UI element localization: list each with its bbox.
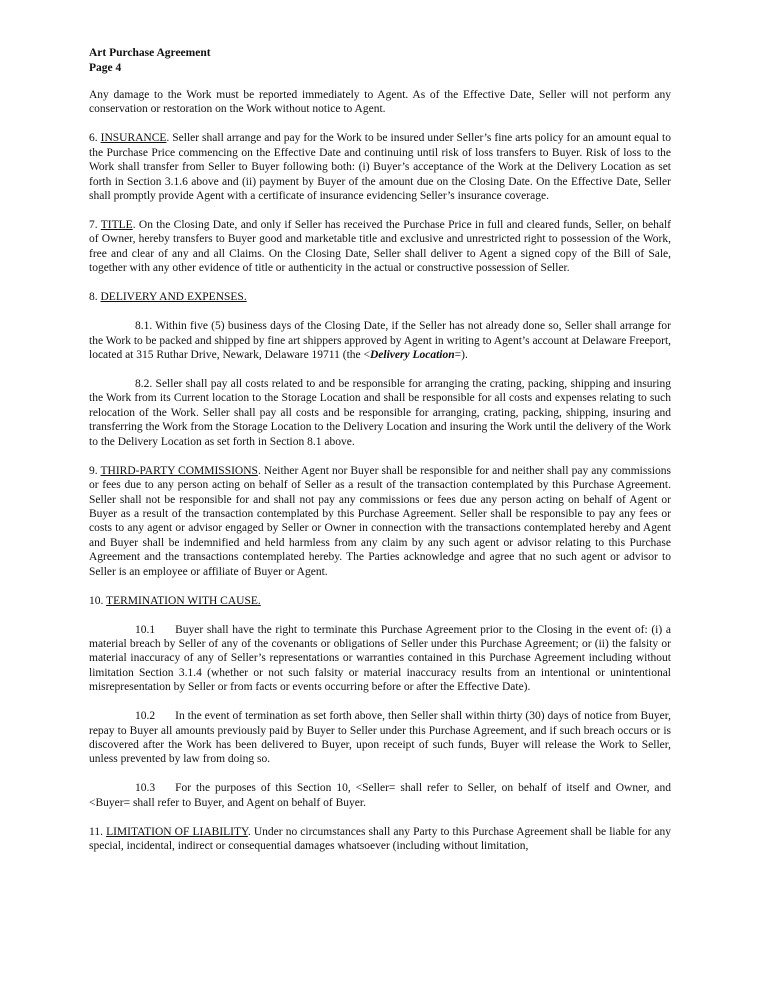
- subsection-number: 10.1: [135, 623, 156, 636]
- section-7-title: [89, 218, 671, 276]
- section-text: . Seller shall arrange and pay for the Work to be insured under Seller’s fine arts policy for an amount equal to the Purchase Price commencing on the Effective Date and continuing until risk of loss transfers to Buyer. Risk of loss to the Work shall transfer from Seller to Buyer following both: (i) Buyer’s acceptance of the Work at the Delivery Location as set forth in Section 3.1.6 above and (ii) payment by Buyer of the amount due on the Closing Date. On the Effective Date, Seller shall promptly provide Agent with a certificate of insurance evidencing Seller’s insurance coverage.: [89, 132, 672, 203]
- section-number: 6.: [89, 132, 98, 145]
- section-6-insurance: [89, 131, 671, 203]
- section-heading: TITLE: [100, 219, 133, 232]
- section-heading: THIRD-PARTY COMMISSIONS: [100, 464, 258, 477]
- section-10-heading: [89, 594, 671, 608]
- section-number: 9.: [89, 464, 98, 477]
- section-9-commissions: [89, 464, 671, 579]
- section-10-1: [89, 623, 671, 695]
- section-8-2: 8.2. Seller shall pay all costs related to and be responsible for arranging the crating, packing, shipping and insuring the Work from its Current location to the Storage Location and shall be responsible for all costs and expenses relating to such relocation of the Work. Seller shall pay all costs and be responsible for arranging, crating, packing, shipping, insuring and transferring the Work from the Storage Location to the Delivery Location and insuring the Work until the delivery of the Work to the Delivery Location as set forth in Section 8.1 above.: [89, 378, 671, 448]
- section-number: 10.: [89, 594, 104, 607]
- subsection-number: 10.3: [135, 782, 156, 795]
- subsection-number: 10.2: [135, 710, 156, 723]
- section-8-1: [89, 319, 671, 362]
- section-heading: INSURANCE: [100, 132, 167, 145]
- section-text: In the event of termination as set forth above, then Seller shall within thirty (30) days of notice from Buyer, repay to Buyer all amounts previously paid by Buyer to Seller under this Purchase Agreement, and if such breach occurs or is discovered after the Work has been delivered to Buyer, upon receipt of such funds, Buyer will release the Work to Seller, unless prevented by law from doing so.: [89, 710, 671, 766]
- section-10-3: [89, 781, 671, 810]
- section-text: . Neither Agent nor Buyer shall be responsible for and neither shall pay any commissions or fees due to any person acting on behalf of Seller as a result of the transaction contemplated by this Purchase Agreement. Seller shall not be responsible for and shall not pay any commissions or fees due any person acting on behalf of Agent or Buyer as a result of the transaction contemplated by this Purchase Agreement. Seller shall be responsible to pay any fees or costs to any agent or advisor engaged by Seller or Owner in connection with the transactions contemplated hereby and Agent and Buyer shall be indemnified and held harmless from any claim by any such agent or advisor relating to this Purchase Agreement and the transactions contemplated hereby. The Parties acknowledge and agree that no such agent or advisor to Seller is an employee or affiliate of Buyer or Agent.: [89, 464, 671, 578]
- section-heading: TERMINATION WITH CAUSE.: [106, 594, 261, 607]
- section-text: =).: [454, 349, 468, 362]
- section-text: For the purposes of this Section 10, <Seller= shall refer to Seller, on behalf of itself and Owner, and <Buyer= shall refer to Buyer, and Agent on behalf of Buyer.: [89, 782, 671, 809]
- document-title: Art Purchase Agreement: [89, 47, 211, 59]
- section-text: . Under no circumstances shall any Party to this Purchase Agreement shall be liable for any special, incidental, indirect or consequential damages whatsoever (including without limitation,: [89, 825, 671, 853]
- page-number: Page 4: [89, 62, 122, 74]
- paragraph-damage: Any damage to the Work must be reported immediately to Agent. As of the Effective Date, Seller will not perform any conservation or restoration on the Work without notice to Agent.: [89, 89, 671, 116]
- section-text: . On the Closing Date, and only if Seller has received the Purchase Price in full and cleared funds, Seller, on behalf of Owner, hereby transfers to Buyer good and marketable title and exclusive and unrestricted right to possession of the Work, free and clear of any and all Claims. On the Closing Date, Seller shall deliver to Agent a signed copy of the Bill of Sale, together with any other evidence of title or authenticity in the actual or constructive possession of Seller.: [89, 219, 671, 275]
- document-body: [89, 88, 671, 868]
- defined-term: Delivery Location: [370, 349, 455, 362]
- section-number: 7.: [89, 219, 98, 232]
- section-heading: LIMITATION OF LIABILITY: [106, 825, 248, 838]
- section-heading: DELIVERY AND EXPENSES.: [100, 291, 247, 304]
- section-10-2: [89, 709, 671, 767]
- section-number: 8.: [89, 291, 98, 304]
- section-text: 8.1. Within five (5) business days of the Closing Date, if the Seller has not already done so, Seller shall arrange for the Work to be packed and shipped by fine art shippers approved by Agent in writing to Agent’s account at Delaware Freeport, located at 315 Ruthar Drive, Newark, Delaware 19711 (the <: [89, 320, 672, 362]
- page-header: [89, 46, 211, 76]
- section-number: 11.: [89, 825, 103, 838]
- section-text: Buyer shall have the right to terminate this Purchase Agreement prior to the Closing in the event of: (i) a material breach by Seller of any of the covenants or obligations of Seller under this Purchase Agreement; or (ii) the falsity or material inaccuracy of any of Seller’s representations or warranties contained in this Purchase Agreement including without limitation Section 3.1.4 (whether or not such falsity or material inaccuracy results from an intentional or unintentional misrepresentation by Seller or from facts or events occurring before or after the Effective Date).: [89, 623, 671, 694]
- section-8-heading: [89, 290, 671, 304]
- section-11-liability: [89, 825, 671, 854]
